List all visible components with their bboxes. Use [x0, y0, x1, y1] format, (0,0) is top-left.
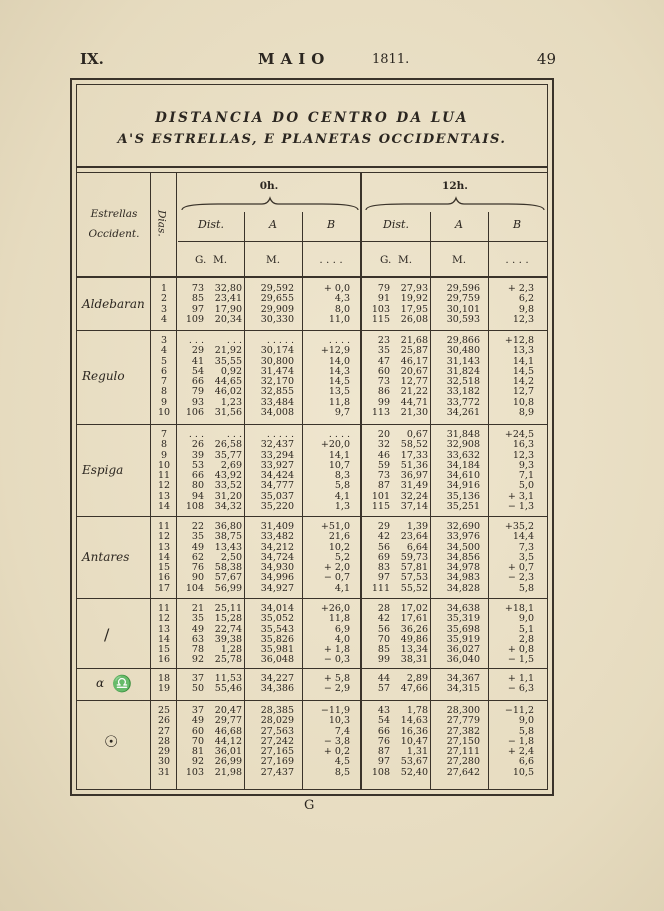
signature-mark: G [304, 798, 315, 813]
group-4-h0-g: 21 35 49 63 78 92 [191, 603, 204, 666]
group-0-h12-m: 27,93 19,92 17,95 26,08 [400, 283, 428, 325]
star-name-5: α [96, 676, 105, 691]
group-separator [76, 424, 548, 425]
group-0-h12-b: + 2,3 6,2 9,8 12,3 [507, 283, 534, 325]
group-6-h0-g: 37 49 60 70 81 92 103 [185, 705, 204, 778]
group-6-h12-g: 43 54 66 76 87 97 108 [371, 705, 390, 778]
running-head-year: 1811. [372, 52, 410, 67]
group-1-h0-b: . . . . +12,9 14,0 14,3 14,5 13,5 11,8 9,7 [320, 335, 350, 419]
group-6-h0-a: 28,385 28,029 27,563 27,242 27,165 27,169 27,437 [260, 705, 294, 778]
units-h0-dist: G. M. [194, 254, 228, 266]
header-days: Dias. [155, 210, 168, 237]
group-4-h12-m: 17,02 17,61 36,26 49,86 13,34 38,31 [400, 603, 428, 666]
group-6-h12-a: 28,300 27,779 27,382 27,150 27,111 27,280 27,642 [446, 705, 480, 778]
group-separator [76, 330, 548, 331]
rule-v-days [176, 172, 177, 790]
units-h0-b: . . . . [319, 254, 343, 266]
rule-v-h12-a [488, 212, 489, 790]
group-2-h0-g: . . . 26 39 53 66 80 94 108 [185, 429, 204, 513]
running-head [80, 50, 564, 70]
header-hour-0: 0h. [259, 180, 279, 192]
group-3-h0-a: 31,409 33,482 34,212 34,724 34,930 34,996 34,927 [260, 521, 294, 594]
group-5-h0-g: 37 50 [191, 673, 204, 695]
planet-symbol-icon-5: ♎ [112, 674, 132, 694]
group-4-h0-b: +26,0 11,8 6,9 4,0 + 1,8 − 0,3 [320, 603, 350, 666]
header-hour-12: 12h. [442, 180, 468, 192]
header-h12-b: B [512, 218, 522, 231]
header-braces [178, 196, 548, 212]
group-2-h12-a: 31,848 32,908 33,632 34,184 34,610 34,916 35,136 35,251 [446, 429, 480, 513]
group-5-h0-b: + 5,8 − 2,9 [323, 673, 350, 695]
group-0-h0-g: 73 85 97 109 [185, 283, 204, 325]
header-h0-b: B [326, 218, 336, 231]
header-h0-dist: Dist. [198, 218, 224, 231]
group-separator [76, 668, 548, 669]
group-5-h12-b: + 1,1 − 6,3 [507, 673, 534, 695]
planet-symbol-icon-6: ☉ [104, 732, 119, 752]
group-6-h0-b: −11,9 10,3 7,4 − 3,8 + 0,2 4,5 8,5 [320, 705, 350, 778]
rule-under-header [76, 276, 548, 278]
group-1-h0-m: . . . 21,92 35,55 0,92 44,65 46,02 1,23 31,56 [214, 335, 242, 419]
group-2-h0-m: . . . 26,58 35,77 2,69 43,92 33,52 31,20 34,32 [214, 429, 242, 513]
group-1-h12-g: 23 35 47 60 73 86 99 113 [371, 335, 390, 419]
page-number: 49 [536, 50, 556, 68]
rule-v-stars [150, 172, 151, 790]
table-title-line2: A'S ESTRELLAS, E PLANETAS OCCIDENTAIS. [117, 132, 507, 147]
group-3-h12-b: +35,2 14,4 7,3 3,5 + 0,7 − 2,3 5,8 [504, 521, 534, 594]
group-6-days: 25 26 27 28 29 30 31 [157, 705, 171, 778]
group-0-h0-m: 32,80 23,41 17,90 20,34 [214, 283, 242, 325]
star-name-0: Aldebaran [82, 296, 145, 311]
units-h0-a: M. [265, 254, 281, 266]
group-4-h0-m: 25,11 15,28 22,74 39,38 1,28 25,78 [214, 603, 242, 666]
group-5-h12-g: 44 57 [377, 673, 390, 695]
group-separator [76, 598, 548, 599]
group-4-h12-g: 28 42 56 70 85 99 [377, 603, 390, 666]
header-h12-dist: Dist. [383, 218, 409, 231]
group-2-h12-g: 20 32 46 59 73 87 101 115 [371, 429, 390, 513]
group-3-h12-g: 29 42 56 69 83 97 111 [371, 521, 390, 594]
group-1-h0-a: . . . . . 30,174 30,800 31,474 32,170 32,855 33,484 34,008 [260, 335, 294, 419]
units-h12-a: M. [451, 254, 467, 266]
rule-v-h0-a [302, 212, 303, 790]
group-0-h0-b: + 0,0 4,3 8,0 11,0 [323, 283, 350, 325]
header-h12-a: A [455, 218, 463, 231]
star-name-1: Regulo [82, 369, 125, 384]
group-6-h12-m: 1,78 14,63 16,36 10,47 1,31 53,67 52,40 [400, 705, 428, 778]
star-name-3: Antares [82, 550, 130, 565]
group-5-h12-a: 34,367 34,315 [446, 673, 480, 695]
rule-under-title-2 [76, 172, 548, 173]
group-3-h12-m: 1,39 23,64 6,64 59,73 57,81 57,53 55,52 [400, 521, 428, 594]
group-0-h12-a: 29,596 29,759 30,101 30,593 [446, 283, 480, 325]
group-2-h0-a: . . . . . 32,437 33,294 33,927 34,424 34,777 35,037 35,220 [260, 429, 294, 513]
star-name-2: Espiga [82, 463, 124, 478]
group-5-h12-m: 2,89 47,66 [400, 673, 428, 695]
group-3-h0-g: 22 35 49 62 76 90 104 [185, 521, 204, 594]
group-4-h12-a: 34,638 35,319 35,698 35,919 36,027 36,040 [446, 603, 480, 666]
group-separator [76, 516, 548, 517]
rule-v-h12-dist [430, 212, 431, 790]
units-h12-b: . . . . [505, 254, 529, 266]
header-stars: Estrellas Occident. [88, 208, 140, 240]
group-3-h0-m: 36,80 38,75 13,43 2,50 58,38 57,67 56,99 [214, 521, 242, 594]
table-title-line1: DISTANCIA DO CENTRO DA LUA [155, 110, 469, 126]
group-1-h12-b: +12,8 13,3 14,1 14,5 14,2 12,7 10,8 8,9 [504, 335, 534, 419]
group-5-days: 18 19 [157, 673, 171, 695]
rule-under-subheads [178, 241, 548, 242]
group-0-days: 1 2 3 4 [160, 283, 168, 325]
group-6-h12-b: −11,2 9,0 5,8 − 1,8 + 2,4 6,6 10,5 [504, 705, 534, 778]
group-1-days: 3 4 5 6 7 8 9 10 [157, 335, 171, 419]
rule-v-h0-dist [244, 212, 245, 790]
group-1-h0-g: . . . 29 41 54 66 79 93 106 [185, 335, 204, 419]
running-head-month: MAIO [258, 50, 331, 68]
header-h0-a: A [269, 218, 277, 231]
planet-symbol-icon-4: / [104, 624, 110, 644]
group-2-h12-b: +24,5 16,3 12,3 9,3 7,1 5,0 + 3,1 − 1,3 [504, 429, 534, 513]
group-4-h12-b: +18,1 9,0 5,1 2,8 + 0,8 − 1,5 [504, 603, 534, 666]
group-4-days: 11 12 13 14 15 16 [157, 603, 171, 666]
group-0-h0-a: 29,592 29,655 29,909 30,330 [260, 283, 294, 325]
group-1-h12-m: 21,68 25,87 46,17 20,67 12,77 21,22 44,71 21,30 [400, 335, 428, 419]
units-h12-dist: G. M. [379, 254, 413, 266]
group-0-h12-g: 79 91 103 115 [371, 283, 390, 325]
group-4-h0-a: 34,014 35,052 35,543 35,826 35,981 36,048 [260, 603, 294, 666]
rule-under-title [76, 166, 548, 168]
group-2-h12-m: 0,67 58,52 17,33 51,36 36,97 31,49 32,24 37,14 [400, 429, 428, 513]
group-5-h0-m: 11,53 55,46 [214, 673, 242, 695]
group-6-h0-m: 20,47 29,77 46,68 44,12 36,01 26,99 21,98 [214, 705, 242, 778]
group-2-days: 7 8 9 10 11 12 13 14 [157, 429, 171, 513]
group-3-h12-a: 32,690 33,976 34,500 34,856 34,978 34,983 34,828 [446, 521, 480, 594]
group-3-days: 11 12 13 14 15 16 17 [157, 521, 171, 594]
group-3-h0-b: +51,0 21,6 10,2 5,2 + 2,0 − 0,7 4,1 [320, 521, 350, 594]
group-5-h0-a: 34,227 34,386 [260, 673, 294, 695]
group-separator [76, 700, 548, 701]
group-1-h12-a: 29,866 30,480 31,143 31,824 32,518 33,182 33,772 34,261 [446, 335, 480, 419]
group-2-h0-b: . . . . +20,0 14,1 10,7 8,3 5,8 4,1 1,3 [320, 429, 350, 513]
running-head-left: IX. [80, 50, 104, 68]
